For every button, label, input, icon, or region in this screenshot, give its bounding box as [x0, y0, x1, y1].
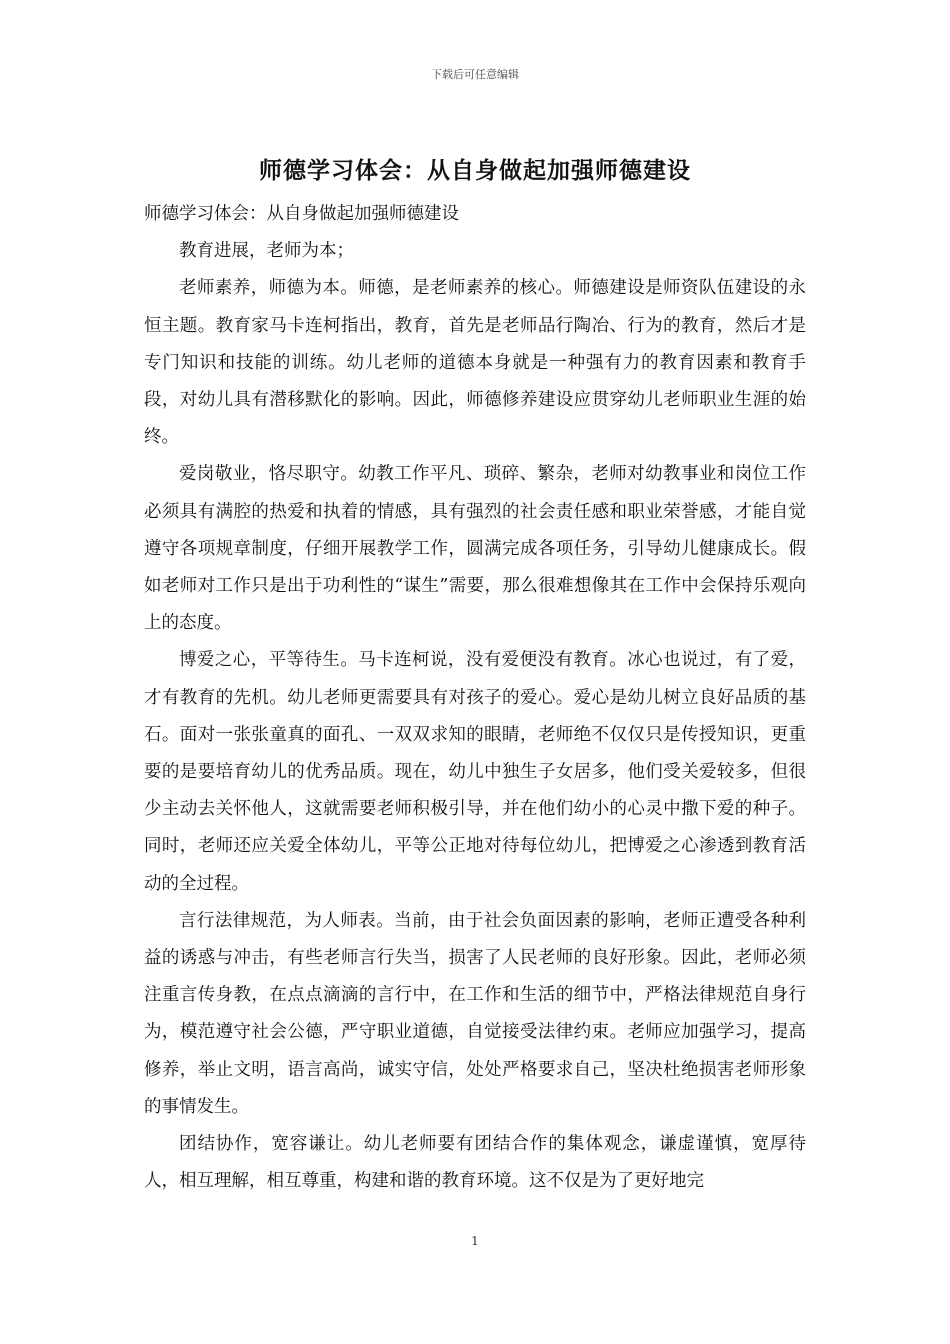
page-number: 1 [471, 1234, 479, 1248]
document-title: 师德学习体会：从自身做起加强师德建设 [259, 157, 691, 184]
paragraph-dedication: 爱岗敬业，恪尽职守。幼教工作平凡、琐碎、繁杂，老师对幼教事业和岗位工作必须具有满腔的热爱和执着的情感，具有强烈的社会责任感和职业荣誉感，才能自觉遵守各项规章制度，仔细开展教学工作，圆满完成各项任务，引导幼儿健康成长。假如老师对工作只是出于功利性的“谋生”需要，那么很难想像其在工作中会保持乐观向上的态度。 [144, 464, 806, 634]
paragraph-teacher-quality: 老师素养，师德为本。师德，是老师素养的核心。师德建设是师资队伍建设的永恒主题。教育家马卡连柯指出，教育，首先是老师品行陶冶、行为的教育，然后才是专门知识和技能的训练。幼儿老师的道德本身就是一种强有力的教育因素和教育手段，对幼儿具有潜移默化的影响。因此，师德修养建设应贯穿幼儿老师职业生涯的始终。 [144, 278, 806, 448]
document-body [144, 196, 806, 1200]
paragraph-teamwork: 团结协作，宽容谦让。幼儿老师要有团结合作的集体观念，谦虚谨慎，宽厚待人，相互理解，相互尊重，构建和谐的教育环境。这不仅是为了更好地完 [144, 1134, 806, 1192]
header-note: 下载后可任意编辑 [431, 68, 519, 81]
paragraph-love: 博爱之心，平等待生。马卡连柯说，没有爱便没有教育。冰心也说过，有了爱，才有教育的先机。幼儿老师更需要具有对孩子的爱心。爱心是幼儿树立良好品质的基石。面对一张张童真的面孔、一双双求知的眼睛，老师绝不仅仅只是传授知识，更重要的是要培育幼儿的优秀品质。现在，幼儿中独生子女居多，他们受关爱较多，但很少主动去关怀他人，这就需要老师积极引导，并在他们幼小的心灵中撒下爱的种子。同时，老师还应关爱全体幼儿，平等公正地对待每位幼儿，把博爱之心渗透到教育活动的全过程。 [144, 650, 806, 894]
paragraph-conduct: 言行法律规范，为人师表。当前，由于社会负面因素的影响，老师正遭受各种利益的诱惑与冲击，有些老师言行失当，损害了人民老师的良好形象。因此，老师必须注重言传身教，在点点滴滴的言行中，在工作和生活的细节中，严格法律规范自身行为，模范遵守社会公德，严守职业道德，自觉接受法律约束。老师应加强学习，提高修养，举止文明，语言高尚，诚实守信，处处严格要求自己，坚决杜绝损害老师形象的事情发生。 [144, 910, 806, 1117]
document-subtitle: 师德学习体会：从自身做起加强师德建设 [144, 204, 459, 224]
paragraph-intro: 教育进展，老师为本； [179, 241, 354, 262]
